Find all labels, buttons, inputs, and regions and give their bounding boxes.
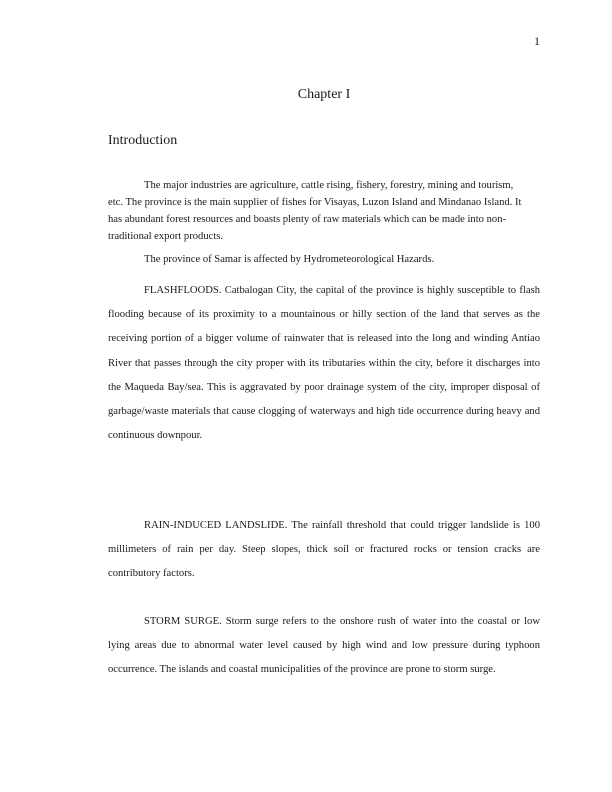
page-number: 1 xyxy=(534,34,540,48)
paragraph-hazards-intro: The province of Samar is affected by Hydrometeorological Hazards. xyxy=(144,254,435,265)
paragraph-storm-surge: STORM SURGE. Storm surge refers to the onshore rush of water into the coastal or low lying areas due to abnormal water level caused by high wind and low pressure during typhoon occurrence. The islands and coastal municipalities of the province are prone to storm surge. xyxy=(108,616,540,676)
paragraph-industries: The major industries are agriculture, cattle rising, fishery, forestry, mining and tourism, etc. The province is the main supplier of fishes for Visayas, Luzon Island and Mindanao Island. It has abundant forest resources and boasts plenty of raw materials which can be made into non-traditional export products. xyxy=(108,180,522,242)
section-heading: Introduction xyxy=(108,133,178,148)
paragraph-flashfloods: FLASHFLOODS. Catbalogan City, the capital of the province is highly susceptible to flash flooding because of its proximity to a mountainous or hilly section of the land that serves as the receiving portion of a bigger volume of rainwater that is released into the long and winding Antiao River that passes through the city proper with its tributaries within the city, before it discharges into the Maqueda Bay/sea. This is aggravated by poor drainage system of the city, improper disposal of garbage/waste materials that cause clogging of waterways and high tide occurrence during heavy and continuous downpour. xyxy=(108,285,540,442)
chapter-title: Chapter I xyxy=(297,87,351,102)
paragraph-landslide: RAIN-INDUCED LANDSLIDE. The rainfall threshold that could trigger landslide is 100 millimeters of rain per day. Steep slopes, thick soil or fractured rocks or tension cracks are contributory factors. xyxy=(108,520,540,580)
